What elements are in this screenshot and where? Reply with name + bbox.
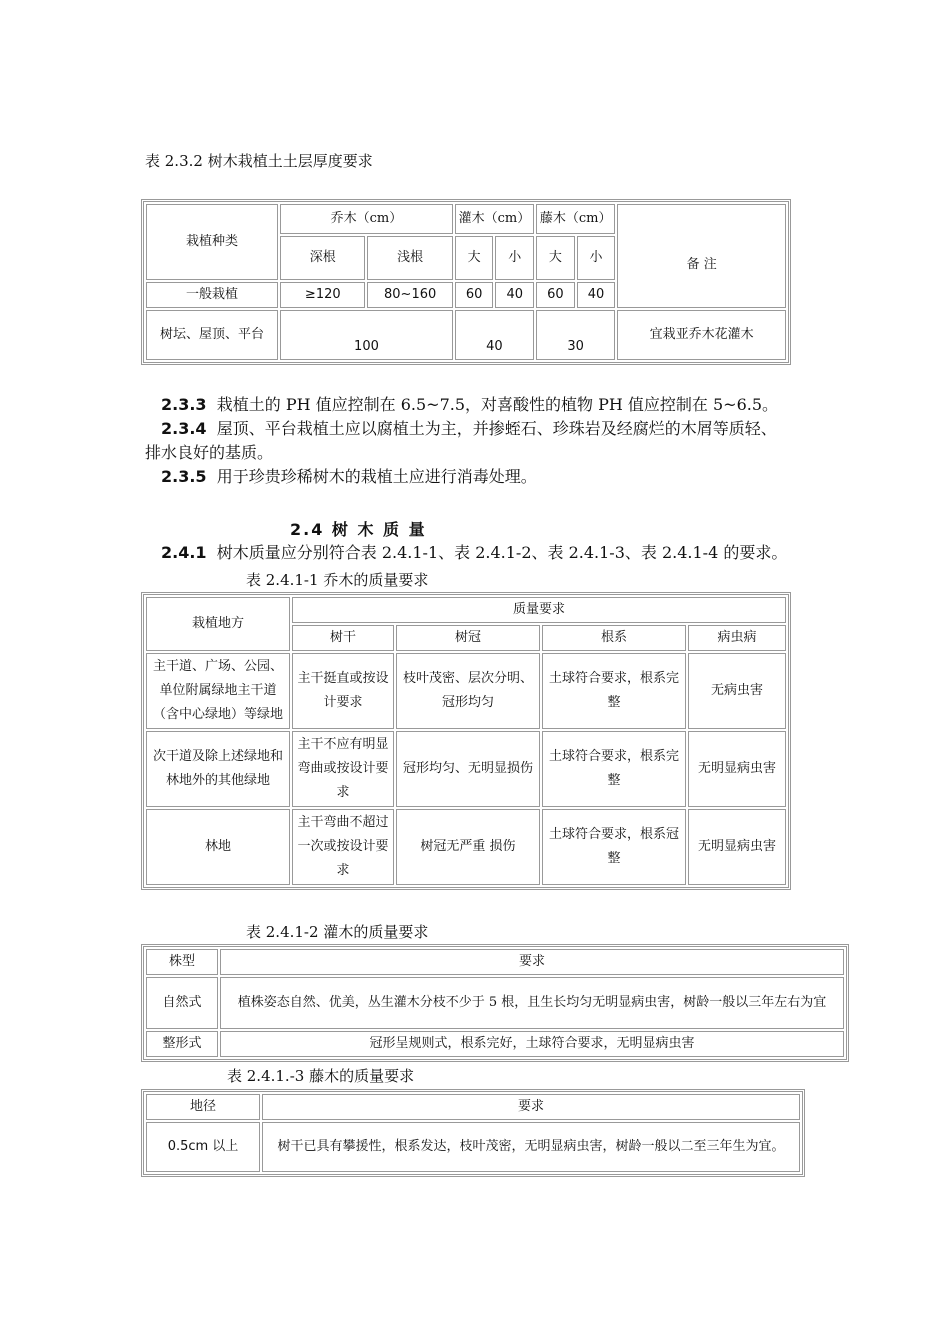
table-row: [146, 809, 786, 885]
cell: 土球符合要求，根系完整: [542, 731, 686, 807]
header-crown: 树冠: [396, 625, 540, 651]
header-plant-type: 株型: [146, 949, 218, 975]
clause-number: 2.4.1: [161, 543, 207, 562]
table-row: [146, 310, 786, 360]
cell: 自然式: [146, 977, 218, 1029]
header-vine-small: 小: [577, 236, 616, 280]
cell: 100: [280, 310, 453, 360]
cell: 主干道、广场、公园、单位附属绿地主干道（含中心绿地）等绿地: [146, 653, 290, 729]
cell: 一般栽植: [146, 282, 278, 308]
cell: 40: [455, 310, 534, 360]
cell: 无明显病虫害: [688, 731, 786, 807]
cell: 主干不应有明显弯曲或按设计要求: [292, 731, 394, 807]
paragraph-2-3-5: [145, 465, 825, 489]
table1-soil-depth: [141, 199, 791, 365]
header-tree: 乔木（cm）: [280, 204, 453, 234]
clause-text: 树木质量应分别符合表 2.4.1-1、表 2.4.1-2、表 2.4.1-3、表 2.4.1-4 的要求。: [216, 543, 788, 562]
header-pest: 病虫病: [688, 625, 786, 651]
cell: 60: [536, 282, 575, 308]
header-root: 根系: [542, 625, 686, 651]
header-deep-root: 深根: [280, 236, 365, 280]
cell: 80~160: [367, 282, 452, 308]
clause-number: 2.3.3: [161, 395, 207, 414]
clause-number: 2.3.5: [161, 467, 207, 486]
table4-caption: 表 2.4.1.-3 藤木的质量要求: [227, 1067, 415, 1085]
cell: 林地: [146, 809, 290, 885]
cell: 植株姿态自然、优美，丛生灌木分枝不少于 5 根，且生长均匀无明显病虫害，树龄一般以三年左右为宜: [220, 977, 844, 1029]
cell: 枝叶茂密、层次分明、冠形均匀: [396, 653, 540, 729]
clause-number: 2.3.4: [161, 419, 207, 438]
header-requirement: 要求: [262, 1094, 800, 1120]
table4-vine-quality: [141, 1089, 805, 1177]
table-row: [146, 1031, 844, 1057]
header-vine: 藤木（cm）: [536, 204, 615, 234]
cell: 40: [577, 282, 616, 308]
header-note: 备 注: [617, 204, 786, 308]
table3-caption: 表 2.4.1-2 灌木的质量要求: [246, 923, 429, 941]
cell: 无病虫害: [688, 653, 786, 729]
table2-caption: 表 2.4.1-1 乔木的质量要求: [246, 571, 429, 589]
header-shrub-small: 小: [495, 236, 534, 280]
cell: 树冠无严重 损伤: [396, 809, 540, 885]
header-vine-big: 大: [536, 236, 575, 280]
header-planting-type: 栽植种类: [146, 204, 278, 280]
cell: 30: [536, 310, 615, 360]
clause-text: 栽植土的 PH 值应控制在 6.5~7.5，对喜酸性的植物 PH 值应控制在 5~6.5。: [216, 395, 779, 414]
cell: 冠形均匀、无明显损伤: [396, 731, 540, 807]
cell: 次干道及除上述绿地和林地外的其他绿地: [146, 731, 290, 807]
table2-tree-quality: [141, 592, 791, 890]
section-heading-2-4: 2.4 树 木 质 量: [290, 520, 427, 539]
cell: 无明显病虫害: [688, 809, 786, 885]
paragraph-2-3-4-cont: 排水良好的基质。: [145, 443, 274, 462]
cell: 主干弯曲不超过一次或按设计要求: [292, 809, 394, 885]
cell: 0.5cm 以上: [146, 1122, 260, 1172]
table-row: [146, 977, 844, 1029]
clause-text: 用于珍贵珍稀树木的栽植土应进行消毒处理。: [216, 467, 537, 486]
header-diameter: 地径: [146, 1094, 260, 1120]
cell: 土球符合要求，根系完整: [542, 653, 686, 729]
table1-caption: 表 2.3.2 树木栽植土土层厚度要求: [145, 152, 373, 170]
paragraph-2-3-3: [145, 393, 825, 417]
paragraph-2-3-4: [145, 417, 825, 441]
header-shrub-big: 大: [455, 236, 494, 280]
cell: 树干已具有攀援性，根系发达，枝叶茂密，无明显病虫害，树龄一般以二至三年生为宜。: [262, 1122, 800, 1172]
paragraph-2-4-1: [145, 541, 845, 565]
cell: 树坛、屋顶、平台: [146, 310, 278, 360]
cell: 40: [495, 282, 534, 308]
cell: 整形式: [146, 1031, 218, 1057]
cell: 冠形呈规则式，根系完好，土球符合要求，无明显病虫害: [220, 1031, 844, 1057]
header-trunk: 树干: [292, 625, 394, 651]
header-shallow-root: 浅根: [367, 236, 452, 280]
header-quality-req: 质量要求: [292, 597, 786, 623]
header-planting-place: 栽植地方: [146, 597, 290, 651]
clause-text: 屋顶、平台栽植土应以腐植土为主，并掺蛭石、珍珠岩及经腐烂的木屑等质轻、: [216, 419, 777, 438]
header-requirement: 要求: [220, 949, 844, 975]
cell: 宜栽亚乔木花灌木: [617, 310, 786, 360]
table-row: [146, 653, 786, 729]
table-row: [146, 731, 786, 807]
cell: 主干挺直或按设计要求: [292, 653, 394, 729]
cell: 60: [455, 282, 494, 308]
cell: 土球符合要求，根系冠整: [542, 809, 686, 885]
table-row: [146, 1122, 800, 1172]
header-shrub: 灌木（cm）: [455, 204, 534, 234]
table3-shrub-quality: [141, 944, 849, 1062]
cell: ≥120: [280, 282, 365, 308]
